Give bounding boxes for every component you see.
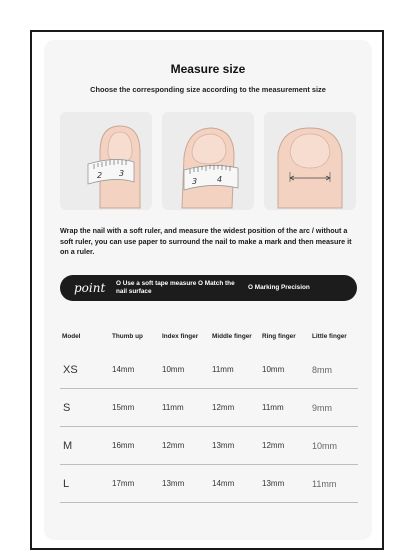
column-header: Index finger (162, 333, 199, 340)
size-cell: L (60, 465, 110, 503)
table-cell: 11mm (210, 351, 260, 389)
column-header: Thumb up (112, 333, 143, 340)
table-cell: 11mm (310, 465, 358, 503)
table-cell: 12mm (160, 427, 210, 465)
table-cell: 15mm (110, 389, 160, 427)
table-row (60, 351, 358, 389)
finger-ruler-illustration (60, 112, 152, 210)
soft-tape-measure-photo (60, 112, 152, 210)
column-header: Middle finger (212, 333, 252, 340)
column-header: Ring finger (262, 333, 296, 340)
column-header: Model (62, 333, 81, 340)
table-header-row (60, 323, 358, 351)
column-header: Little finger (312, 333, 347, 340)
table-row (60, 465, 358, 503)
table-cell: 16mm (110, 427, 160, 465)
size-guide-card (44, 40, 372, 540)
table-cell: 17mm (110, 465, 160, 503)
nail-width-illustration (264, 112, 356, 210)
marking-precision-photo (264, 112, 356, 210)
match-nail-surface-photo (162, 112, 254, 210)
point-option-tape-and-match: O Use a soft tape measure O Match the nail surface (116, 280, 235, 295)
thumb-ruler-illustration (162, 112, 254, 210)
ruler-mark: 3 (192, 177, 198, 186)
point-label: point (74, 281, 106, 295)
page-title: Measure size (170, 62, 246, 76)
size-cell: S (60, 389, 110, 427)
table-cell: 14mm (210, 465, 260, 503)
table-cell: 12mm (260, 427, 310, 465)
table-cell: 10mm (160, 351, 210, 389)
table-cell: 13mm (260, 465, 310, 503)
ruler-mark: 3 (119, 169, 125, 178)
point-bar (60, 275, 357, 301)
measurement-instructions: Wrap the nail with a soft ruler, and measure the widest position of the arc / without a soft ruler, you can use paper to surround the nail to make a mark and then measure it on a ruler. (60, 226, 352, 256)
table-cell: 10mm (260, 351, 310, 389)
table-cell: 10mm (310, 427, 358, 465)
table-cell: 13mm (160, 465, 210, 503)
table-cell: 14mm (110, 351, 160, 389)
ruler-mark: 4 (217, 175, 223, 184)
size-cell: M (60, 427, 110, 465)
table-cell: 13mm (210, 427, 260, 465)
table-cell: 11mm (160, 389, 210, 427)
table-cell: 12mm (210, 389, 260, 427)
size-cell: XS (60, 351, 110, 389)
point-option-marking-precision: O Marking Precision (248, 284, 310, 291)
page-subtitle: Choose the corresponding size according to the measurement size (90, 85, 326, 94)
table-cell: 11mm (260, 389, 310, 427)
table-row (60, 427, 358, 465)
ruler-mark: 2 (97, 171, 103, 180)
table-row (60, 389, 358, 427)
table-cell: 9mm (310, 389, 358, 427)
table-cell: 8mm (310, 351, 358, 389)
size-table (60, 323, 358, 503)
